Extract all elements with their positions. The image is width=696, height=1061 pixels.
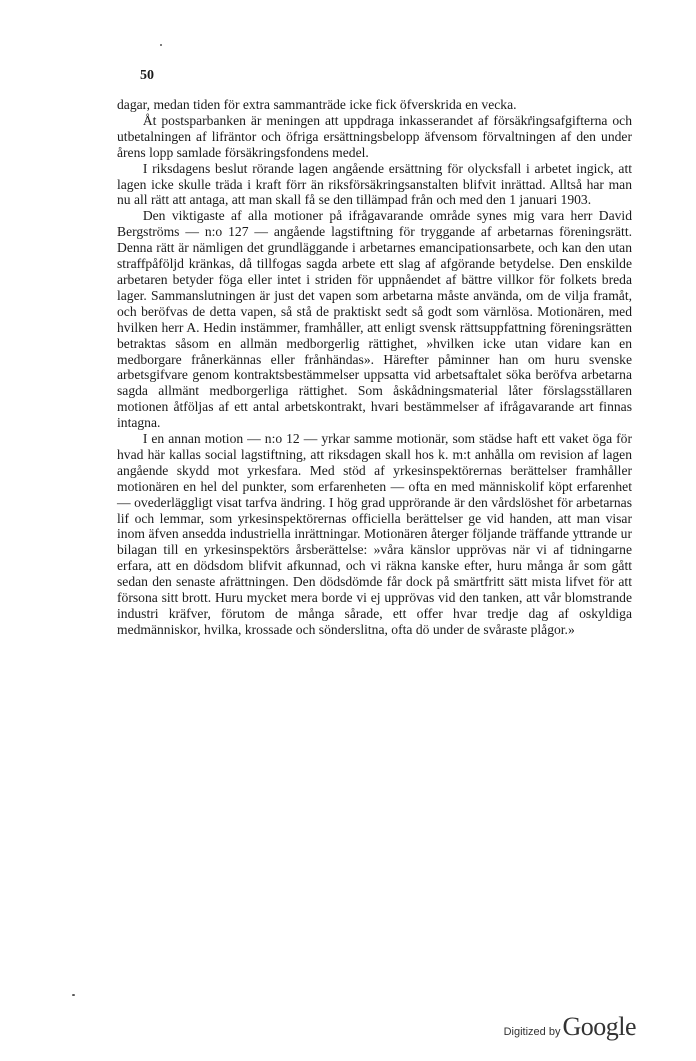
- digitized-by-watermark: [504, 1012, 636, 1042]
- scan-speck: [72, 994, 75, 996]
- google-logo: Google: [562, 1012, 636, 1041]
- paragraph: Åt postsparbanken är meningen att uppdraga inkasserandet af försäkringsafgifterna och utbetalningen af lifräntor och öfriga ersättningsbelopp äfvensom förvaltningen af den under årens lopp samlade försäkringsfondens medel.: [117, 112, 632, 160]
- paragraph: I riksdagens beslut rörande lagen angående ersättning för olycksfall i arbetet ingick, att lagen icke skulle träda i kraft förr än riksförsäkringsanstalten blifvit inrättad. Alltså har man nu all rätt att antaga, att man skall få se den tillämpad från och med den 1 januari 1903.: [117, 160, 632, 208]
- watermark-prefix: Digitized by: [503, 1026, 561, 1038]
- paragraph: dagar, medan tiden för extra sammanträde icke fick öfverskrida en vecka.: [117, 97, 517, 112]
- scan-speck: [160, 44, 162, 46]
- page-number: 50: [140, 68, 154, 83]
- paragraph: Den viktigaste af alla motioner på ifrågavarande område synes mig vara herr David Bergströms — n:o 127 — angående lagstiftning för tryggande af arbetarnas föreningsrätt. Denna rätt är nämligen det grundläggande i arbetarnes emancipationsarbete, och kan den utan straffpåföljd kränkas, då tillfogas sagda arbete ett slag af afgörande betydelse. Den enskilde arbetaren betyder föga eller intet i striden för uppnåendet af bättre villkor för folkets breda lager. Sammanslutningen är just det vapen som arbetarna måste använda, om de vilja framåt, och beröfvas de detta vapen, så stå de praktiskt sedt så godt som värnlösa. Motionären, med hvilken herr A. Hedin instämmer, framhåller, att enligt svensk rättsuppfattning föreningsrätten betraktas såsom en allmän medborgerlig rättighet, »hvilken icke utan vidare kan en medborgare frånerkännas eller frånhändas». Härefter påminner han om huru svenske arbetsgifvare genom kontraktsbestämmelser uppsatta vid arbetsaftalet söka beröfva arbetarna sagda allmänt medborgerliga rättighet. Som åskådningsmaterial låter förslagsställaren motionen åtföljas af ett antal arbetskontrakt, hvari bestämmelser af ifrågavarande art finnas intagna.: [117, 208, 632, 431]
- body-text: [117, 97, 632, 638]
- paragraph: I en annan motion — n:o 12 — yrkar samme motionär, som städse haft ett vaket öga för hvad här kallas social lagstiftning, att riksdagen skall hos k. m:t anhålla om revision af lagen angående skydd mot yrkesfara. Med stöd af yrkesinspektörernas berättelser framhåller motionären en hel del punkter, som erfarenheten — ofta en med människolif köpt erfarenhet — ovederläggligt visat tarfva ändring. I hög grad upprörande är den vårdslöshet för arbetarnas lif och lemmar, som yrkesinspektörernas officiella berättelser ge vid handen, att man visar inom äfven ansedda industriella inrättningar. Motionären återger följande träffande yttrande ur bilagan till en yrkesinspektörs årsberättelse: »våra känslor upprövas när vi af tidningarne erfara, att en dödsdom blifvit afkunnad, och vi räkna kanske efter, huru många år som gått sedan den senaste afrättningen. Den dödsdömde får dock på smärtfritt sätt mista lifvet för att försona sitt brott. Huru mycket mera borde vi ej upprövas vid den tanken, att vår blomstrande industri kräfver, förutom de många sårade, ett offer hvar tredje dag af oskyldiga medmänniskor, hvilka, krossade och sönderslitna, ofta dö under de svåraste plågor.»: [117, 431, 632, 637]
